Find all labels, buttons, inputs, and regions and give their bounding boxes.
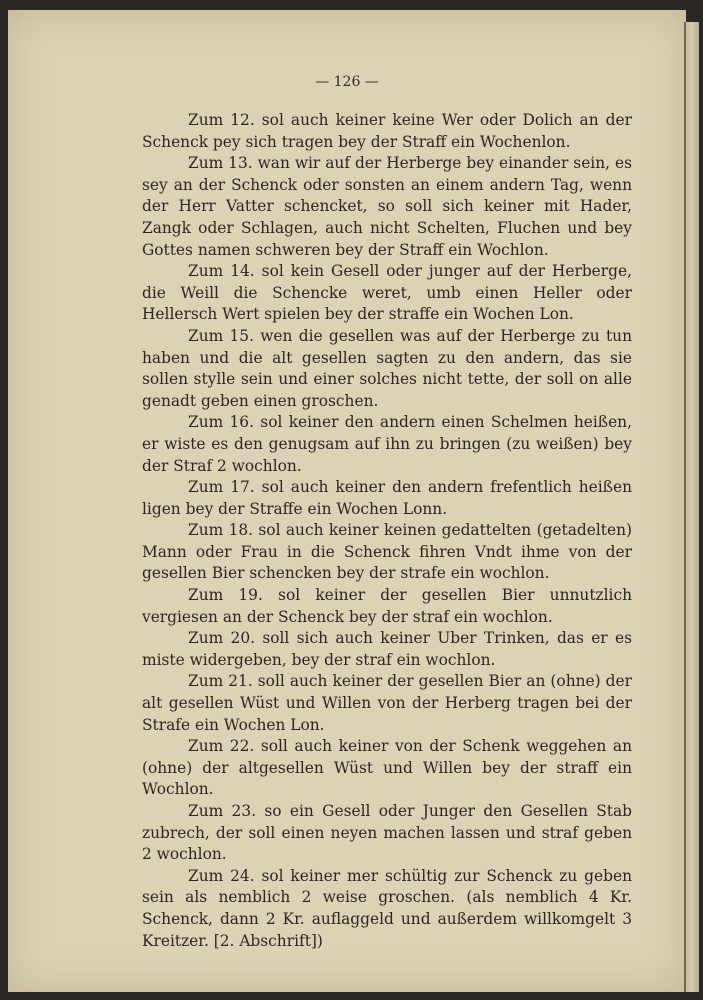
paper-sheet: [8, 10, 686, 992]
paragraph-22: Zum 22. soll auch keiner von der Schenk weggehen an (ohne) der altgesellen Wüst und Willen bey der straff ein Wochlon.: [142, 737, 632, 799]
paragraph-19: Zum 19. sol keiner der gesellen Bier unnutzlich vergiesen an der Schenck bey der straf ein wochlon.: [142, 586, 632, 626]
paragraph-13: Zum 13. wan wir auf der Herberge bey einander sein, es sey an der Schenck oder sonsten an einem andern Tag, wenn der Herr Vatter schencket, so soll sich keiner mit Hader, Zangk oder Schlagen, auch nicht Schelten, Fluchen und bey Gottes namen schweren bey der Straff ein Wochlon.: [142, 154, 632, 259]
next-page-edge: [686, 22, 699, 992]
body-text: [142, 110, 632, 952]
paragraph-24: Zum 24. sol keiner mer schültig zur Schenck zu geben sein als nemblich 2 weise groschen. (als nemblich 4 Kr. Schenck, dann 2 Kr. auflaggeld und außerdem willkomgelt 3 Kreitzer. [2. Abschrift]): [142, 866, 632, 950]
paragraph-16: Zum 16. sol keiner den andern einen Schelmen heißen, er wiste es den genugsam auf ihn zu bringen (zu weißen) bey der Straf 2 wochlon.: [142, 413, 632, 475]
paragraph-20: Zum 20. soll sich auch keiner Uber Trinken, das er es miste widergeben, bey der straf ein wochlon.: [142, 629, 632, 669]
paragraph-14: Zum 14. sol kein Gesell oder junger auf der Herberge, die Weill die Schencke weret, umb einen Heller oder Hellersch Wert spielen bey der straffe ein Wochen Lon.: [142, 262, 632, 324]
paragraph-17: Zum 17. sol auch keiner den andern frefentlich heißen ligen bey der Straffe ein Wochen Lonn.: [142, 478, 632, 518]
paragraph-12: Zum 12. sol auch keiner keine Wer oder Dolich an der Schenck pey sich tragen bey der Straff ein Wochenlon.: [142, 111, 632, 151]
paragraph-21: Zum 21. soll auch keiner der gesellen Bier an (ohne) der alt gesellen Wüst und Willen von der Herberg tragen bei der Strafe ein Wochen Lon.: [142, 672, 632, 734]
paragraph-23: Zum 23. so ein Gesell oder Junger den Gesellen Stab zubrech, der soll einen neyen machen lassen und straf geben 2 wochlon.: [142, 802, 632, 864]
paragraph-15: Zum 15. wen die gesellen was auf der Herberge zu tun haben und die alt gesellen sagten zu den andern, das sie sollen stylle sein und einer solches nicht tette, der soll on alle genadt geben einen groschen.: [142, 326, 632, 410]
paragraph-18: Zum 18. sol auch keiner keinen gedattelten (getadelten) Mann oder Frau in die Schenck fihren Vndt ihme von der gesellen Bier schencken bey der strafe ein wochlon.: [142, 521, 632, 583]
page-number: — 126 —: [315, 74, 379, 90]
